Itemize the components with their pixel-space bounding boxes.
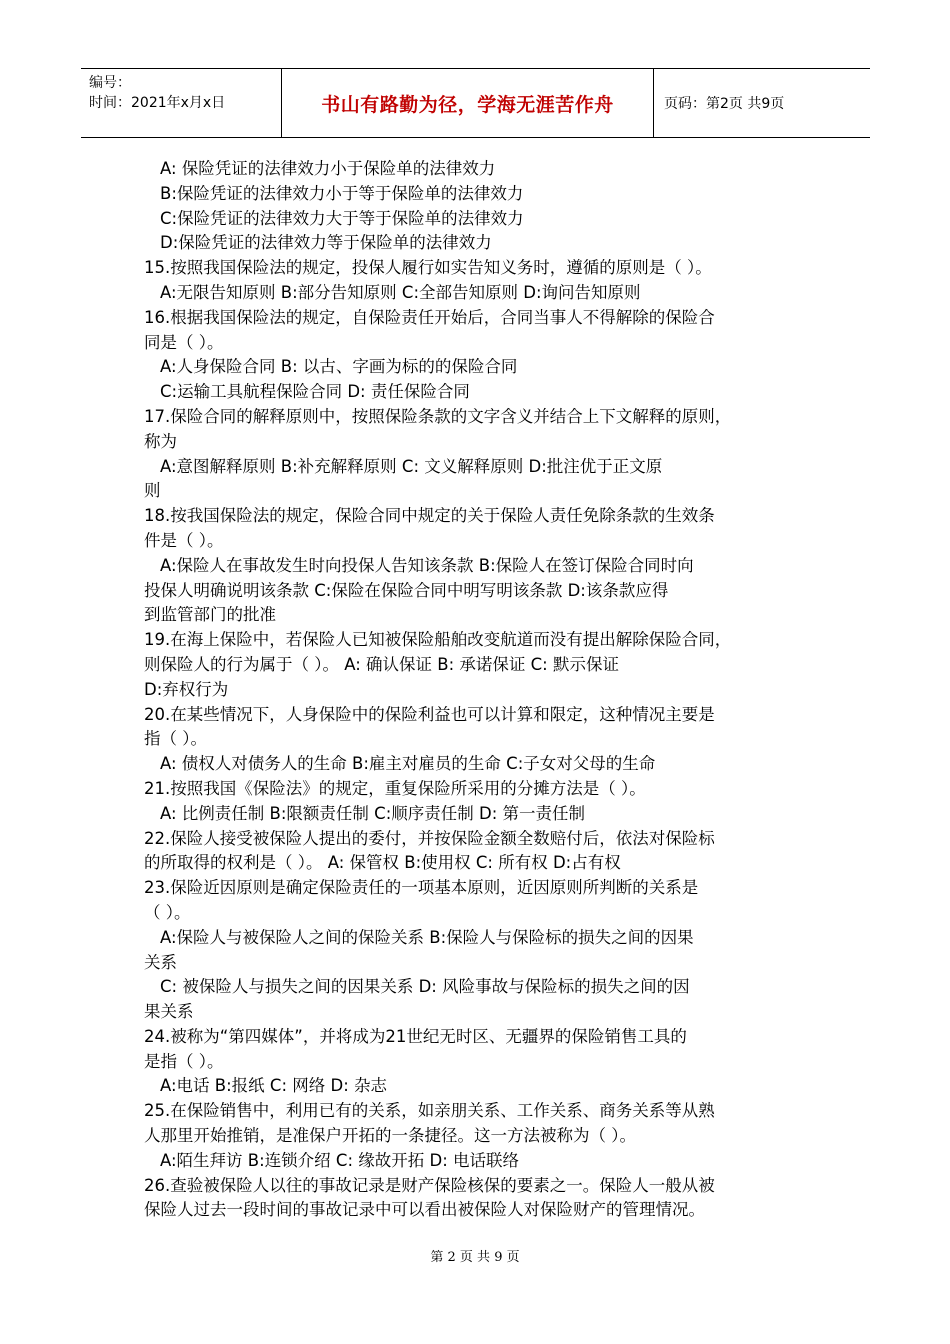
- text-line: A:保险人与被保险人之间的保险关系 B:保险人与保险标的损失之间的因果: [160, 927, 694, 947]
- text-line: B:保险凭证的法律效力小于等于保险单的法律效力: [160, 183, 524, 203]
- text-line: 20.在某些情况下，人身保险中的保险利益也可以计算和限定，这种情况主要是: [144, 704, 715, 724]
- date-label: 时间：2021年x月x日: [89, 95, 226, 111]
- text-line: D:保险凭证的法律效力等于保险单的法律效力: [160, 233, 492, 253]
- text-line: C: 被保险人与损失之间的因果关系 D: 风险事故与保险标的损失之间的因: [160, 977, 690, 997]
- text-line: 的所取得的权利是（ ）。 A: 保管权 B:使用权 C: 所有权 D:占有权: [144, 853, 621, 873]
- page-footer: 第 2 页 共 9 页: [430, 1250, 520, 1265]
- text-line: A:意图解释原则 B:补充解释原则 C: 文义解释原则 D:批注优于正文原: [160, 456, 663, 476]
- text-line: A:电话 B:报纸 C: 网络 D: 杂志: [160, 1076, 388, 1096]
- header-meta: [81, 69, 282, 137]
- text-line: 24.被称为“第四媒体”，并将成为21世纪无时区、无疆界的保险销售工具的: [144, 1026, 687, 1046]
- text-line: 16.根据我国保险法的规定，自保险责任开始后，合同当事人不得解除的保险合: [144, 307, 715, 327]
- text-line: 关系: [144, 952, 177, 972]
- text-line: A:无限告知原则 B:部分告知原则 C:全部告知原则 D:询问告知原则: [160, 282, 641, 302]
- text-line: C:运输工具航程保险合同 D: 责任保险合同: [160, 382, 470, 402]
- text-line: D:弃权行为: [144, 679, 229, 699]
- text-line: A:保险人在事故发生时向投保人告知该条款 B:保险人在签订保险合同时向: [160, 555, 694, 575]
- text-line: 保险人过去一段时间的事故记录中可以看出被保险人对保险财产的管理情况。: [144, 1200, 705, 1220]
- text-line: 22.保险人接受被保险人提出的委付，并按保险金额全数赔付后，依法对保险标: [144, 828, 715, 848]
- text-line: A:陌生拜访 B:连锁介绍 C: 缘故开拓 D: 电话联络: [160, 1150, 520, 1170]
- text-line: 指（ ）。: [144, 729, 207, 749]
- text-line: 15.按照我国保险法的规定，投保人履行如实告知义务时，遵循的原则是（ ）。: [144, 258, 712, 278]
- text-line: A: 比例责任制 B:限额责任制 C:顺序责任制 D: 第一责任制: [160, 803, 586, 823]
- number-label: 编号：: [89, 75, 131, 91]
- text-line: 26.查验被保险人以往的事故记录是财产保险核保的要素之一。保险人一般从被: [144, 1175, 715, 1195]
- text-line: 18.按我国保险法的规定，保险合同中规定的关于保险人责任免除条款的生效条: [144, 506, 715, 526]
- text-line: 则保险人的行为属于（ ）。 A: 确认保证 B: 承诺保证 C: 默示保证: [144, 654, 619, 674]
- text-line: 件是（ ）。: [144, 530, 224, 550]
- page-header: [81, 68, 870, 138]
- document-body: [144, 157, 816, 1223]
- text-line: 到监管部门的批准: [144, 605, 276, 625]
- text-line: 投保人明确说明该条款 C:保险在保险合同中明写明该条款 D:该条款应得: [144, 580, 669, 600]
- text-line: C:保险凭证的法律效力大于等于保险单的法律效力: [160, 208, 524, 228]
- text-line: 是指（ ）。: [144, 1051, 224, 1071]
- text-line: 23.保险近因原则是确定保险责任的一项基本原则，近因原则所判断的关系是: [144, 878, 699, 898]
- text-line: 则: [144, 481, 161, 501]
- text-line: 称为: [144, 431, 177, 451]
- text-line: A: 保险凭证的法律效力小于保险单的法律效力: [160, 159, 496, 178]
- text-line: 17.保险合同的解释原则中，按照保险条款的文字含义并结合上下文解释的原则，: [144, 406, 732, 426]
- text-line: 人那里开始推销，是准保户开拓的一条捷径。这一方法被称为（ ）。: [144, 1126, 636, 1146]
- header-page-label: 页码：第2页 共9页: [664, 96, 785, 112]
- text-line: 25.在保险销售中，利用已有的关系，如亲朋关系、工作关系、商务关系等从熟: [144, 1101, 715, 1121]
- text-line: 同是（ ）。: [144, 332, 224, 352]
- text-line: A:人身保险合同 B: 以古、字画为标的的保险合同: [160, 357, 518, 377]
- text-line: 果关系: [144, 1002, 194, 1022]
- text-line: A: 债权人对债务人的生命 B:雇主对雇员的生命 C:子女对父母的生命: [160, 754, 656, 774]
- text-line: 21.按照我国《保险法》的规定，重复保险所采用的分摊方法是（ ）。: [144, 778, 646, 798]
- header-motto: 书山有路勤为径，学海无涯苦作舟: [282, 69, 654, 137]
- text-line: 19.在海上保险中，若保险人已知被保险船舶改变航道而没有提出解除保险合同，: [144, 630, 732, 650]
- text-line: （ ）。: [144, 902, 191, 922]
